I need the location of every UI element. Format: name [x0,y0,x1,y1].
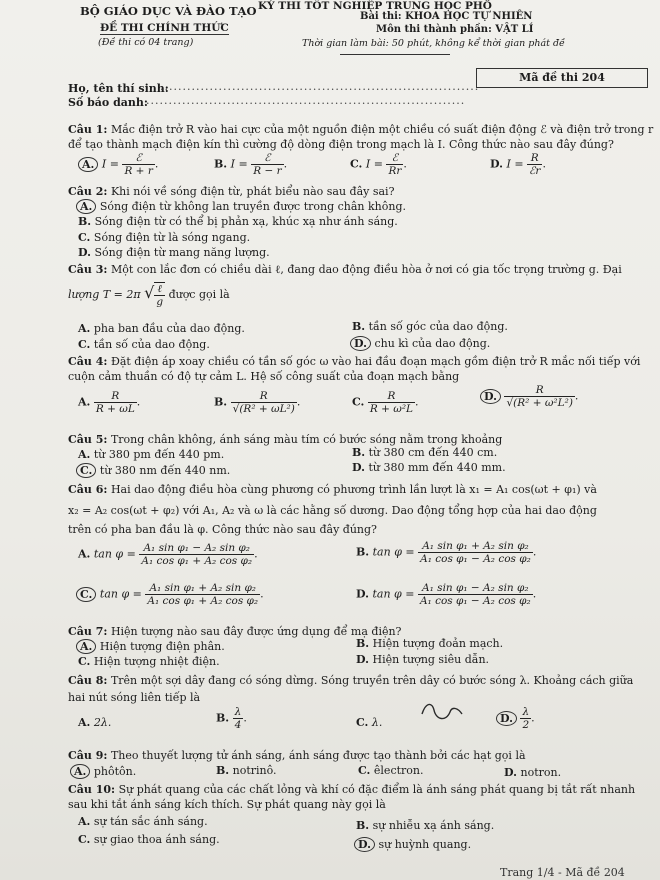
exam-subject: Bài thi: KHOA HỌC TỰ NHIÊN [360,11,533,22]
q7-b-text: Hiện tượng đoản mạch. [372,637,504,650]
q1-d-lhs: I = [506,157,524,171]
q9-number: Câu 9: [68,749,108,762]
q3-option-d [350,336,490,351]
q1-label-b: B. [214,157,228,171]
q8-label-b: B. [216,711,230,725]
q10-line1 [68,782,635,797]
pages-note: (Đề thi có 04 trang) [98,37,194,48]
q6-text1: Hai dao động điều hòa cùng phương có phương trình lần lượt là x₁ = A₁ cos(ωt + φ₁) và [110,483,597,496]
q3-frac-num: ℓ [157,283,162,295]
q2-option-a [76,199,406,214]
q5-line [68,432,502,447]
sbd-dots: ....................................................................... [146,94,466,107]
q2-b-text: Sóng điện từ có thể bị phản xạ, khúc xạ như ánh sáng. [94,215,398,228]
q10-option-c [78,833,220,846]
q1-c-lhs: I = [365,157,383,171]
q5-label-b: B. [352,446,366,459]
q3-text2a: lượng T = 2π [68,288,141,301]
name-label: Họ, tên thí sinh: [68,82,169,95]
q6-option-d: D. tan φ = $\frac{\text{A₁ sin φ₁ − A₂ sin φ₂}}{\text{A₁ cos φ₁ − A₂ cos φ₂}}$ . [356,582,537,607]
q6-label-a: A. [78,547,91,561]
q3-number: Câu 3: [68,263,108,276]
q3-label-c: C. [78,338,91,351]
q10-text2: sau khi tắt ánh sáng kích thích. Sự phát quang này gọi là [68,798,386,811]
q10-b-text: sự nhiễu xạ ánh sáng. [372,819,495,832]
q3-frac [154,282,165,308]
q1-option-d: D. I = $\frac{R}{\text{ℰr}}$ . [490,152,546,177]
q1-c-frac [386,152,403,177]
q9-label-d: D. [504,766,517,779]
q4-a-frac [94,390,137,415]
q6-d-num: A₁ sin φ₁ − A₂ sin φ₂ [422,582,529,594]
q6-d-den: A₁ cos φ₁ − A₂ cos φ₂ [419,595,531,607]
q5-c-text: từ 380 nm đến 440 nm. [99,464,231,477]
q4-c-num: R [387,390,396,402]
q1-b-den: R − r [253,165,282,177]
q6-label-d: D. [356,587,369,601]
q1-c-num: ℰ [391,152,399,164]
q3-option-a [78,322,245,335]
q1-text2: để tạo thành mạch điện kín thì cường độ dòng điện trong mạch là I. Công thức nào sau đây đúng? [68,138,614,151]
q1-option-b: B. I = $\frac{\text{ℰ}}{R - r}$ . [214,152,288,177]
q5-option-b [352,446,497,459]
q7-label-a: A. [76,639,96,654]
q8-label-a: A. [78,716,91,729]
q10-label-c: C. [78,833,91,846]
q2-a-text: Sóng điện từ không lan truyền được trong chân không. [99,200,406,213]
q1-text1: Mắc điện trở R vào hai cực của một nguồn điện một chiều có suất điện động ℰ và điện trở trong r [110,123,654,136]
q3-a-text: pha ban đầu của dao động. [93,322,245,335]
q10-number: Câu 10: [68,783,116,796]
q2-option-c [78,231,250,244]
q1-option-a: A. I = $\frac{\text{ℰ}}{R + r}$ . [78,152,158,177]
q3-label-a: A. [78,322,91,335]
q4-d-den: √(R² + ω²L²) [506,397,573,409]
q7-label-b: B. [356,637,370,650]
q8-option-c [356,716,382,729]
q1-option-c: C. I = $\frac{\text{ℰ}}{Rr}$ . [350,152,407,177]
q4-number: Câu 4: [68,355,108,368]
q6-a-den: A₁ cos φ₁ + A₂ cos φ₂ [141,555,253,567]
q8-b-den: 4 [234,719,242,731]
q8-option-b: B. $\frac{\lambda}{4}$ . [216,706,247,731]
q1-line1 [68,122,653,137]
q9-a-text: phôtôn. [93,765,137,778]
q6-text2: x₂ = A₂ cos(ωt + φ₂) với A₁, A₂ và ω là các hằng số dương. Dao động tổng hợp của hai dao động [68,504,597,517]
q8-c-text: λ. [371,716,383,729]
q10-option-a [78,815,208,828]
q8-d-frac [520,706,531,731]
q6-c-num: A₁ sin φ₁ + A₂ sin φ₂ [149,582,257,594]
q7-label-c: C. [78,655,91,668]
q4-line1 [68,354,640,369]
q4-b-num: R [259,390,268,402]
q10-label-b: B. [356,819,370,832]
q6-label-b: B. [356,545,370,559]
q4-c-frac [368,390,415,415]
q5-number: Câu 5: [68,433,108,446]
q5-label-a: A. [78,448,91,461]
q1-a-num: ℰ [135,152,142,164]
q2-option-d [78,246,270,259]
q1-c-den: Rr [388,165,402,177]
time-note: Thời gian làm bài: 50 phút, không kể thời gian phát đề [302,38,565,49]
q6-c-frac [145,582,260,607]
q3-frac-den: g [156,296,164,308]
q7-a-text: Hiện tượng điện phân. [99,640,225,653]
q6-d-lhs: tan φ = [372,587,415,601]
q7-option-d [356,653,489,666]
q10-a-text: sự tán sắc ánh sáng. [93,815,208,828]
q4-option-c: C. $\frac{R}{\text{R + ω²L}}$ . [352,390,419,415]
header-divider [340,54,450,55]
q4-a-den: R + ωL [95,403,135,415]
q6-option-c: C. tan φ = $\frac{\text{A₁ sin φ₁ + A₂ sin φ₂}}{\text{A₁ cos φ₁ + A₂ cos φ₂}}$ . [76,582,264,607]
q3-line2 [68,282,230,308]
q8-a-text: 2λ. [93,716,112,729]
q6-number: Câu 6: [68,483,108,496]
q6-c-den: A₁ cos φ₁ + A₂ cos φ₂ [147,595,259,607]
name-dots: ....................................................................... [160,80,480,93]
q10-option-d [354,837,471,852]
exam-title: KỲ THI TỐT NGHIỆP TRUNG HỌC PHỔ [258,0,492,12]
q9-line [68,748,526,763]
q2-option-b [78,215,398,228]
q2-c-text: Sóng điện từ là sóng ngang. [93,231,251,244]
q3-text1: Một con lắc đơn có chiều dài ℓ, đang dao động điều hòa ở nơi có gia tốc trọng trường g. Đại [110,263,622,276]
q7-line [68,624,401,639]
q4-label-d: D. [480,389,501,404]
q8-option-d: D. $\frac{\lambda}{2}$ . [496,706,535,731]
q10-c-text: sự giao thoa ánh sáng. [93,833,220,846]
q4-option-d: D. $\frac{R}{\text{√(R² + ω²L²)}}$ . [480,384,578,409]
q6-option-b: B. tan φ = $\frac{\text{A₁ sin φ₁ + A₂ sin φ₂}}{\text{A₁ cos φ₁ − A₂ cos φ₂}}$ . [356,540,537,565]
ministry-title: BỘ GIÁO DỤC VÀ ĐÀO TẠO [80,4,257,18]
q2-label-b: B. [78,215,92,228]
q6-line1 [68,482,597,497]
q2-label-a: A. [76,199,96,214]
q10-option-b [356,819,494,832]
q4-d-frac [504,384,574,409]
q3-c-text: tần số của dao động. [93,338,210,351]
q9-d-text: notron. [520,766,562,779]
q4-b-frac [231,390,297,415]
q9-option-c [358,764,424,777]
q4-option-a: A. $\frac{R}{R + \omega L}$ . [78,390,141,415]
q9-option-d [504,766,561,779]
q1-a-den: R + r [124,165,153,177]
q9-label-c: C. [358,764,371,777]
q1-a-lhs: I = [101,157,119,171]
q9-option-a [70,764,136,779]
q2-text: Khi nói về sóng điện từ, phát biểu nào sau đây sai? [110,185,395,198]
q4-text2: cuộn cảm thuần có độ tự cảm L. Hệ số công suất của đoạn mạch bằng [68,370,460,383]
q9-option-b [216,764,277,777]
q7-number: Câu 7: [68,625,108,638]
q1-d-den: ℰr [529,165,541,177]
q10-d-text: sự huỳnh quang. [378,838,472,851]
q7-label-d: D. [356,653,369,666]
q9-label-b: B. [216,764,230,777]
q1-b-frac [251,152,283,177]
q2-label-d: D. [78,246,91,259]
q4-label-b: B. [214,395,228,409]
sqrt-sign: √ [144,283,155,302]
q9-c-text: êlectron. [373,764,424,777]
q1-number: Câu 1: [68,123,108,136]
q10-text1: Sự phát quang của các chất lỏng và khí có đặc điểm là ánh sáng phát quang bị tắt rất nhanh [118,783,636,796]
q9-text: Theo thuyết lượng tử ánh sáng, ánh sáng được tạo thành bởi các hạt gọi là [110,749,526,762]
q7-text: Hiện tượng nào sau đây được ứng dụng để mạ điện? [110,625,402,638]
q1-b-lhs: I = [230,157,248,171]
q6-b-frac [418,540,533,565]
q8-number: Câu 8: [68,674,108,687]
q2-line [68,184,394,199]
q5-label-c: C. [76,463,96,478]
q7-option-a [76,639,225,654]
q6-c-lhs: tan φ = [99,587,142,601]
q6-d-frac [418,582,533,607]
q1-label-d: D. [490,157,503,171]
q7-d-text: Hiện tượng siêu dẫn. [372,653,490,666]
q6-b-den: A₁ cos φ₁ − A₂ cos φ₂ [420,553,531,565]
q8-b-num: λ [234,706,242,718]
official-label: ĐỀ THI CHÍNH THỨC [100,22,229,34]
q5-a-text: từ 380 pm đến 440 pm. [93,448,225,461]
q5-option-a [78,448,224,461]
q9-b-text: notrinô. [232,764,277,777]
q8-d-den: 2 [522,719,530,731]
q4-text1: Đặt điện áp xoay chiều có tần số góc ω vào hai đầu đoạn mạch gồm điện trở R mắc nối tiếp với [110,355,641,368]
q10-label-a: A. [78,815,91,828]
component-subject: Môn thi thành phần: VẬT LÍ [376,24,534,35]
sbd-label: Số báo danh: [68,96,148,109]
q1-d-frac [527,152,542,177]
q1-label-c: C. [350,157,363,171]
q3-label-b: B. [352,320,366,333]
q4-label-a: A. [78,395,91,409]
q3-text2b: được gọi là [168,288,230,301]
handwritten-scribble [418,700,466,726]
q3-b-text: tần số góc của dao động. [368,320,508,333]
q6-text3: trên có pha ban đầu là φ. Công thức nào sau đây đúng? [68,523,377,536]
q1-a-frac [122,152,154,177]
q3-label-d: D. [350,336,371,351]
q6-option-a: A. tan φ = $\frac{\text{A₁ sin φ₁ − A₂ sin φ₂}}{\text{A₁ cos φ₁ + A₂ cos φ₂}}$ . [78,542,258,567]
q3-line1 [68,262,622,277]
q7-option-b [356,637,503,650]
q5-b-text: từ 380 cm đến 440 cm. [368,446,498,459]
q1-b-num: ℰ [264,152,271,164]
page-footer: Trang 1/4 - Mã đề 204 [500,866,625,879]
q6-a-frac [139,542,254,567]
q5-option-d [352,461,506,474]
q4-c-den: R + ω²L [369,403,414,415]
q8-text2: hai nút sóng liên tiếp là [68,691,201,704]
exam-code-box: Mã đề thi 204 [476,68,648,88]
q7-option-c [78,655,220,668]
q4-a-num: R [111,390,120,402]
q1-label-a: A. [78,157,98,172]
q7-c-text: Hiện tượng nhiệt điện. [93,655,220,668]
q5-d-text: từ 380 mm đến 440 mm. [368,461,506,474]
q8-label-d: D. [496,711,517,726]
q4-b-den: √(R² + ωL²) [232,403,295,415]
q6-a-num: A₁ sin φ₁ − A₂ sin φ₂ [143,542,250,554]
q8-text1: Trên một sợi dây đang có sóng dừng. Sóng truyền trên dây có bước sóng λ. Khoảng cách giữa [110,674,634,687]
q6-b-lhs: tan φ = [372,545,415,559]
q8-line1 [68,673,633,688]
q10-label-d: D. [354,837,375,852]
q8-b-frac [233,706,244,731]
q5-text: Trong chân không, ánh sáng màu tím có bước sóng nằm trong khoảng [110,433,503,446]
q9-label-a: A. [70,764,90,779]
q2-label-c: C. [78,231,91,244]
q4-label-c: C. [352,395,365,409]
q5-label-d: D. [352,461,365,474]
q6-b-num: A₁ sin φ₁ + A₂ sin φ₂ [422,540,529,552]
q3-option-b [352,320,508,333]
q8-option-a [78,716,111,729]
q2-number: Câu 2: [68,185,108,198]
q8-d-num: λ [522,706,530,718]
q8-label-c: C. [356,716,369,729]
q3-option-c [78,338,210,351]
q1-d-num: R [530,152,539,164]
q4-option-b: B. $\frac{R}{\text{√(R² + ωL²)}}$ . [214,390,301,415]
q4-d-num: R [535,384,544,396]
q2-d-text: Sóng điện từ mang năng lượng. [94,246,270,259]
q5-option-c [76,463,230,478]
q6-a-lhs: tan φ = [93,547,136,561]
q3-d-text: chu kì của dao động. [374,337,491,350]
q6-label-c: C. [76,587,96,602]
